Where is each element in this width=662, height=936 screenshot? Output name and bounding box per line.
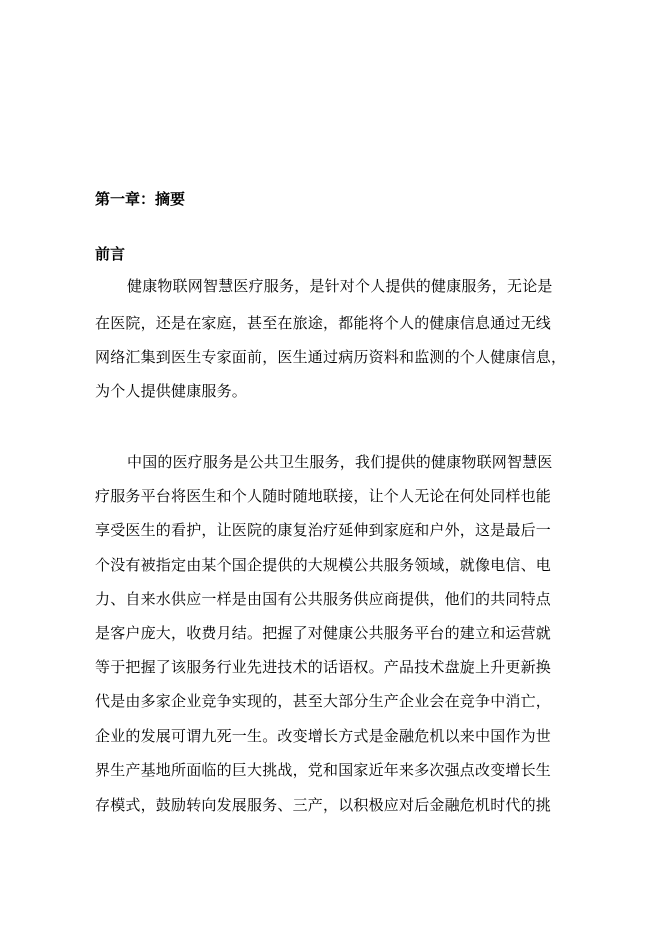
paragraph-line: 健康物联网智慧医疗服务，是针对个人提供的健康服务，无论是: [127, 277, 553, 295]
paragraph-line: 代是由多家企业竞争实现的，甚至大部分生产企业会在竞争中消亡，: [95, 692, 552, 710]
paragraph-line: 力、自来水供应一样是由国有公共服务供应商提供，他们的共同特点: [95, 590, 552, 608]
chapter-title: 第一章：摘要: [95, 190, 186, 208]
paragraph-line: 网络汇集到医生专家面前，医生通过病历资料和监测的个人健康信息，: [95, 348, 567, 366]
paragraph-line: 是客户庞大，收费月结。把握了对健康公共服务平台的建立和运营就: [95, 624, 552, 642]
paragraph-line: 存模式，鼓励转向发展服务、三产，以积极应对后金融危机时代的挑: [95, 796, 552, 814]
section-title: 前言: [95, 245, 126, 263]
paragraph-line: 企业的发展可谓九死一生。改变增长方式是金融危机以来中国作为世: [95, 727, 552, 745]
paragraph-line: 在医院，还是在家庭，甚至在旅途，都能将个人的健康信息通过无线: [95, 314, 552, 332]
paragraph-line: 等于把握了该服务行业先进技术的话语权。产品技术盘旋上升更新换: [95, 658, 552, 676]
paragraph-line: 个没有被指定由某个国企提供的大规模公共服务领域，就像电信、电: [95, 556, 552, 574]
paragraph-line: 为个人提供健康服务。: [95, 382, 248, 400]
paragraph-line: 享受医生的看护，让医院的康复治疗延伸到家庭和户外，这是最后一: [95, 521, 552, 539]
paragraph-line: 界生产基地所面临的巨大挑战，党和国家近年来多次强点改变增长生: [95, 761, 552, 779]
paragraph-line: 疗服务平台将医生和个人随时随地联接，让个人无论在何处同样也能: [95, 487, 552, 505]
paragraph-line: 中国的医疗服务是公共卫生服务，我们提供的健康物联网智慧医: [127, 453, 553, 471]
